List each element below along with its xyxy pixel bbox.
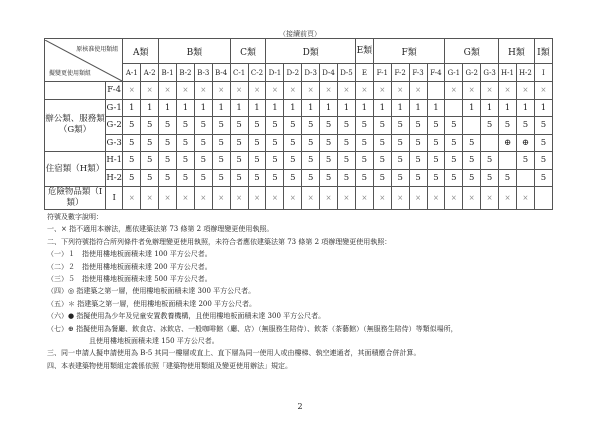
table-cell: × xyxy=(123,82,141,100)
table-cell: 5 xyxy=(159,169,177,187)
table-cell: 5 xyxy=(123,134,141,152)
table-cell: 5 xyxy=(481,117,499,135)
note-2-3: （三）５ 指使用樓地板面積未達 500 平方公尺者。 xyxy=(47,275,212,284)
table-cell: 1 xyxy=(355,99,373,117)
table-cell: 5 xyxy=(463,169,481,187)
table-cell: × xyxy=(302,82,320,100)
table-cell: 5 xyxy=(212,134,230,152)
table-cell: 5 xyxy=(159,117,177,135)
sub-header-cell: D-2 xyxy=(284,64,302,82)
table-cell xyxy=(463,117,481,135)
table-cell: × xyxy=(355,187,373,210)
table-cell: 1 xyxy=(123,99,141,117)
sub-header-cell: F-3 xyxy=(409,64,427,82)
table-cell: × xyxy=(338,82,356,100)
sub-header-cell: H-2 xyxy=(516,64,534,82)
table-cell: 5 xyxy=(338,117,356,135)
table-cell: × xyxy=(320,82,338,100)
table-cell: × xyxy=(266,187,284,210)
table-cell: 5 xyxy=(463,152,481,170)
table-cell: 5 xyxy=(355,117,373,135)
category-g-label: 辦公類、服務類（G類） xyxy=(45,99,106,152)
table-cell: × xyxy=(302,187,320,210)
sub-header-cell: E xyxy=(355,64,373,82)
category-i-label: 危險物品類（I類） xyxy=(45,187,106,210)
table-cell: × xyxy=(194,82,212,100)
sub-header-cell: F-1 xyxy=(373,64,391,82)
table-cell: 5 xyxy=(302,117,320,135)
table-cell: 5 xyxy=(266,134,284,152)
table-cell: 1 xyxy=(159,99,177,117)
table-cell: 1 xyxy=(194,99,212,117)
group-header-i: I類 xyxy=(534,39,552,64)
sub-header-cell: I xyxy=(534,64,552,82)
table-cell: 5 xyxy=(302,152,320,170)
table-cell: 5 xyxy=(176,117,194,135)
table-row xyxy=(45,169,553,187)
group-header-d: D類 xyxy=(266,39,355,64)
table-cell: 5 xyxy=(338,169,356,187)
group-header-f: F類 xyxy=(373,39,445,64)
sub-header-cell: B-4 xyxy=(212,64,230,82)
table-cell: × xyxy=(373,82,391,100)
table-cell: × xyxy=(212,82,230,100)
table-cell: × xyxy=(373,187,391,210)
table-cell: 5 xyxy=(302,169,320,187)
table-cell: 5 xyxy=(194,134,212,152)
table-cell: × xyxy=(391,187,409,210)
sub-header-cell: A-1 xyxy=(123,64,141,82)
row-sub-label: G-2 xyxy=(106,117,123,135)
table-cell: 5 xyxy=(194,117,212,135)
sub-header-cell: C-1 xyxy=(230,64,248,82)
table-cell: 5 xyxy=(463,134,481,152)
table-cell: 5 xyxy=(391,117,409,135)
table-cell: 5 xyxy=(284,152,302,170)
table-cell: 5 xyxy=(141,134,159,152)
table-cell: × xyxy=(516,187,534,210)
group-header-h: H類 xyxy=(499,39,535,64)
table-cell: 5 xyxy=(123,169,141,187)
table-cell: × xyxy=(481,82,499,100)
table-cell: 5 xyxy=(355,169,373,187)
table-cell: 5 xyxy=(534,169,552,187)
row-sub-label: I xyxy=(106,187,123,210)
table-cell: 5 xyxy=(355,152,373,170)
table-cell: 5 xyxy=(427,152,445,170)
table-cell: 5 xyxy=(534,117,552,135)
table-cell: 1 xyxy=(141,99,159,117)
table-cell: 5 xyxy=(284,169,302,187)
sub-header-cell: D-4 xyxy=(320,64,338,82)
table-cell: × xyxy=(159,82,177,100)
sub-header-cell: B-1 xyxy=(159,64,177,82)
table-cell: 1 xyxy=(373,99,391,117)
table-cell: 1 xyxy=(534,99,552,117)
group-header-a: A類 xyxy=(123,39,159,64)
table-cell: × xyxy=(320,187,338,210)
table-cell: 5 xyxy=(141,152,159,170)
table-cell: 5 xyxy=(427,117,445,135)
table-cell: 5 xyxy=(445,169,463,187)
table-cell: 5 xyxy=(481,169,499,187)
table-cell: 5 xyxy=(230,134,248,152)
table-cell: × xyxy=(355,82,373,100)
table-cell: 5 xyxy=(230,152,248,170)
table-cell: 5 xyxy=(373,152,391,170)
table-cell: 5 xyxy=(320,117,338,135)
table-cell xyxy=(534,187,552,210)
table-cell: 1 xyxy=(266,99,284,117)
row-sub-label: H-1 xyxy=(106,152,123,170)
table-row xyxy=(45,187,553,210)
table-cell: 1 xyxy=(391,99,409,117)
table-cell: 5 xyxy=(409,169,427,187)
table-cell: 1 xyxy=(212,99,230,117)
table-cell: 5 xyxy=(320,169,338,187)
table-cell: × xyxy=(123,187,141,210)
table-cell: 5 xyxy=(159,152,177,170)
table-cell: × xyxy=(463,187,481,210)
table-cell: × xyxy=(338,187,356,210)
table-cell: 1 xyxy=(481,99,499,117)
sub-header-cell: G-2 xyxy=(463,64,481,82)
note-2-7: （七）⊕ 指擬使用為餐廳、飲食店、冰飲店、一般咖啡館（廳、店）（無服務生陪侍）、飲茶（茶藝館）（無服務生陪侍）等類似場所， xyxy=(47,324,458,333)
table-cell: × xyxy=(445,187,463,210)
note-2-4: （四）◎ 指建築之第一層，使用樓地板面積未達 300 平方公尺者。 xyxy=(47,287,256,296)
table-row xyxy=(45,82,553,100)
table-cell: 5 xyxy=(176,152,194,170)
group-header-c: C類 xyxy=(230,39,266,64)
table-cell: 5 xyxy=(391,152,409,170)
table-cell: 1 xyxy=(499,99,517,117)
sub-header-cell: A-2 xyxy=(141,64,159,82)
table-row xyxy=(45,134,553,152)
table-cell: × xyxy=(141,82,159,100)
table-cell: 1 xyxy=(409,99,427,117)
table-cell: 5 xyxy=(338,134,356,152)
table-cell: × xyxy=(481,187,499,210)
table-cell: × xyxy=(194,187,212,210)
table-cell: × xyxy=(463,82,481,100)
table-cell: 5 xyxy=(534,134,552,152)
table-cell: 5 xyxy=(123,117,141,135)
sub-header-cell: D-1 xyxy=(266,64,284,82)
note-2-2: （二）２ 指使用樓地板面積未達 200 平方公尺者。 xyxy=(47,262,212,271)
table-cell: × xyxy=(284,82,302,100)
table-cell: 5 xyxy=(248,152,266,170)
table-cell: × xyxy=(212,187,230,210)
table-cell: 1 xyxy=(230,99,248,117)
table-cell: 1 xyxy=(248,99,266,117)
table-cell: 5 xyxy=(159,134,177,152)
note-4: 四、本表建築物使用類組定義係依照「建築物使用類組及變更使用辦法」規定。 xyxy=(47,361,292,370)
table-cell: × xyxy=(284,187,302,210)
table-cell: 5 xyxy=(212,169,230,187)
note-2-1: （一）１ 指使用樓地板面積未達 100 平方公尺者。 xyxy=(47,250,212,259)
note-1: 一、× 指不適用本辦法，應依建築法第 73 條第 2 項辦理變更使用執照。 xyxy=(47,225,274,234)
table-cell: 5 xyxy=(445,152,463,170)
table-cell: 5 xyxy=(427,134,445,152)
table-cell: ⊕ xyxy=(516,134,534,152)
corner-header-cell xyxy=(45,39,123,82)
table-cell: × xyxy=(427,187,445,210)
table-cell: 1 xyxy=(176,99,194,117)
table-cell: 5 xyxy=(266,152,284,170)
note-2-7-cont: 且使用樓地板面積未達 150 平方公尺者。 xyxy=(89,337,219,346)
table-cell: 5 xyxy=(141,169,159,187)
note-3: 三、同一申請人擬申請使用為 B-5 其同一樓層或直上、直下層為同一使用人或由樓梯、執空連通者，其面積應合併計算。 xyxy=(47,349,421,358)
table-cell: 1 xyxy=(516,99,534,117)
category-h-label: 住宿類（H類） xyxy=(45,152,106,187)
row-sub-label: H-2 xyxy=(106,169,123,187)
table-cell: × xyxy=(391,82,409,100)
sub-header-cell: H-1 xyxy=(499,64,517,82)
table-cell: 5 xyxy=(516,152,534,170)
table-cell: × xyxy=(266,82,284,100)
table-cell: 5 xyxy=(194,169,212,187)
table-cell: × xyxy=(248,82,266,100)
table-cell xyxy=(499,152,517,170)
notes-heading: 符號及數字說明： xyxy=(47,213,103,221)
table-cell: 5 xyxy=(373,117,391,135)
table-cell: 1 xyxy=(427,99,445,117)
note-2: 二、下列符號指符合所列條件者免辦理變更使用執照，未符合者應依建築法第 73 條第 2 項辦理變更使用執照： xyxy=(47,237,392,246)
table-cell xyxy=(516,169,534,187)
table-cell: × xyxy=(248,187,266,210)
table-cell: 1 xyxy=(463,99,481,117)
table-cell: 5 xyxy=(391,169,409,187)
table-cell: × xyxy=(141,187,159,210)
sub-header-cell: F-4 xyxy=(427,64,445,82)
sub-header-cell: G-1 xyxy=(445,64,463,82)
table-cell: 5 xyxy=(338,152,356,170)
table-cell: 5 xyxy=(516,117,534,135)
table-cell: × xyxy=(445,82,463,100)
continued-note: （接續前頁） xyxy=(279,30,321,38)
sub-header-cell: F-2 xyxy=(391,64,409,82)
table-cell: × xyxy=(176,82,194,100)
table-row xyxy=(45,117,553,135)
sub-header-cell: G-3 xyxy=(481,64,499,82)
table-cell: × xyxy=(499,82,517,100)
table-cell: 5 xyxy=(266,117,284,135)
table-cell: 5 xyxy=(284,117,302,135)
table-cell: × xyxy=(230,82,248,100)
group-header-b: B類 xyxy=(159,39,231,64)
note-2-6: （六）● 指擬使用為少年及兒童安置教養機構，且使用樓地板面積未達 300 平方公尺者。 xyxy=(47,312,326,321)
table-row xyxy=(45,152,553,170)
table-cell: 5 xyxy=(373,169,391,187)
table-cell: × xyxy=(499,187,517,210)
table-cell: 5 xyxy=(409,117,427,135)
corner-bottom-label: 擬變更使用類組 xyxy=(49,69,92,77)
table-cell: × xyxy=(176,187,194,210)
table-cell: 5 xyxy=(499,117,517,135)
table-cell: 1 xyxy=(302,99,320,117)
table-cell: 5 xyxy=(409,152,427,170)
table-cell: 5 xyxy=(141,117,159,135)
table-cell: 5 xyxy=(176,134,194,152)
table-row xyxy=(45,99,553,117)
row-sub-label: G-1 xyxy=(106,99,123,117)
table-cell: 5 xyxy=(320,152,338,170)
sub-header-cell: C-2 xyxy=(248,64,266,82)
table-cell: ⊕ xyxy=(499,134,517,152)
group-header-e: E類 xyxy=(355,39,373,64)
table-cell: 5 xyxy=(212,117,230,135)
table-cell: × xyxy=(516,82,534,100)
table-cell: × xyxy=(534,82,552,100)
table-cell: 5 xyxy=(230,169,248,187)
table-cell: 5 xyxy=(445,117,463,135)
group-header-g: G類 xyxy=(445,39,499,64)
table-cell: 5 xyxy=(534,152,552,170)
row-sub-label: F-4 xyxy=(106,82,123,100)
table-cell xyxy=(481,134,499,152)
table-cell: 1 xyxy=(284,99,302,117)
table-cell: 5 xyxy=(194,152,212,170)
table-cell xyxy=(427,82,445,100)
sub-header-cell: B-3 xyxy=(194,64,212,82)
table-cell: 5 xyxy=(355,134,373,152)
table-cell: 5 xyxy=(123,152,141,170)
table-cell: 5 xyxy=(445,134,463,152)
table-cell: 5 xyxy=(248,134,266,152)
table-cell: 5 xyxy=(320,134,338,152)
sub-header-cell: B-2 xyxy=(176,64,194,82)
table-cell: 5 xyxy=(427,169,445,187)
table-cell: 5 xyxy=(481,152,499,170)
row-sub-label: G-3 xyxy=(106,134,123,152)
notes-section xyxy=(47,211,567,372)
table-cell: 1 xyxy=(320,99,338,117)
table-cell: 5 xyxy=(248,169,266,187)
sub-header-cell: D-5 xyxy=(338,64,356,82)
page-number: 2 xyxy=(297,402,303,411)
table-cell: 5 xyxy=(266,169,284,187)
table-cell: 5 xyxy=(499,169,517,187)
table-cell: 5 xyxy=(373,134,391,152)
table-cell: 5 xyxy=(391,134,409,152)
row-category-empty xyxy=(45,82,106,100)
corner-top-label: 原核准使用類組 xyxy=(76,45,119,53)
table-cell: 5 xyxy=(230,117,248,135)
table-cell xyxy=(445,99,463,117)
use-change-matrix xyxy=(44,38,553,210)
table-cell: 5 xyxy=(212,152,230,170)
table-cell: 5 xyxy=(284,134,302,152)
table-cell: 1 xyxy=(338,99,356,117)
table-cell: 5 xyxy=(302,134,320,152)
note-2-5: （五）＊ 指建築之第一層，使用樓地板面積未達 200 平方公尺者。 xyxy=(47,299,257,308)
sub-header-cell: D-3 xyxy=(302,64,320,82)
table-cell: × xyxy=(409,187,427,210)
table-cell: 5 xyxy=(248,117,266,135)
table-cell: 5 xyxy=(409,134,427,152)
table-cell: × xyxy=(230,187,248,210)
table-cell: × xyxy=(409,82,427,100)
table-cell: 5 xyxy=(176,169,194,187)
table-cell: × xyxy=(159,187,177,210)
